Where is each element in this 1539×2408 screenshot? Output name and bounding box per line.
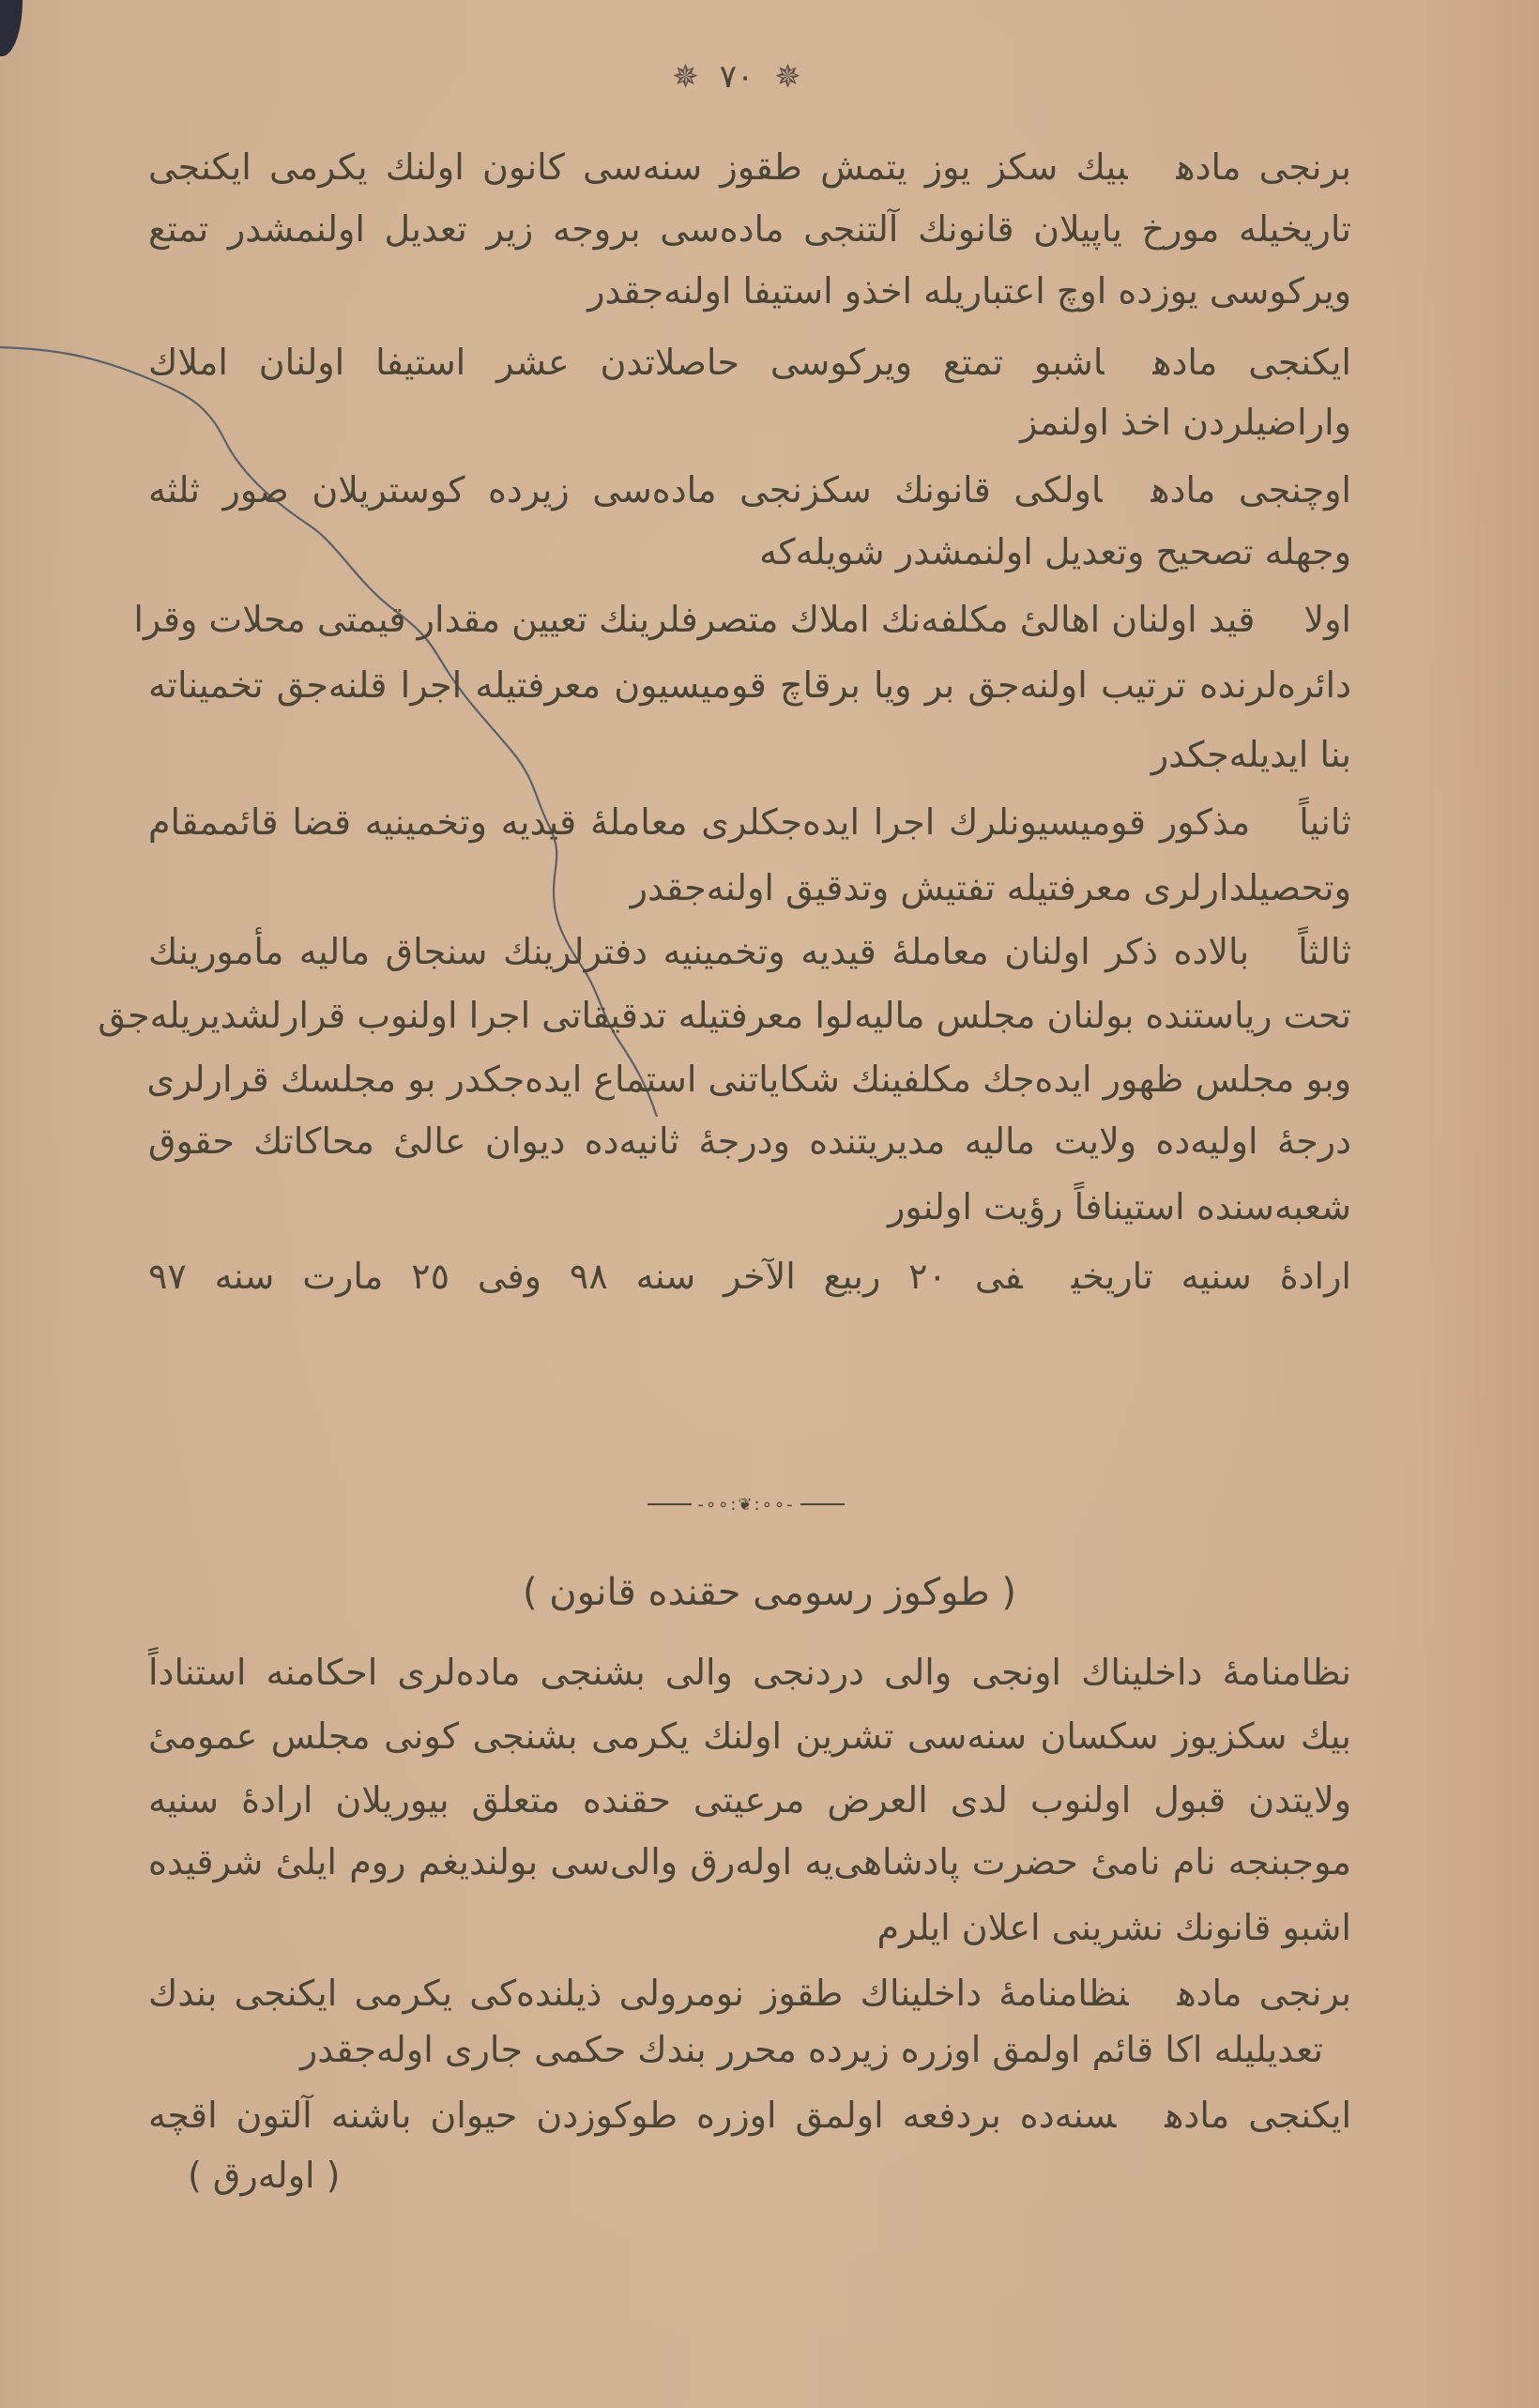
line-text: اشبو تمتع ويركوسی حاصلاتدن عشر استيفا اولنان املاك	[148, 342, 1105, 383]
page-number: ٧٠	[719, 58, 754, 96]
text-line	[148, 1113, 1351, 1169]
text-line	[148, 1708, 1351, 1764]
line-text: سنه‌ده بردفعه اولمق اوزره طوكوزدن حيوان باشنه آلتون اقچه	[148, 2095, 1117, 2136]
article-label: برنجی ماده	[1177, 1973, 1351, 2014]
line-text: تعديليله اكا قائم اولمق اوزره زيرده محرر بندك حكمی جاری اوله‌جقدر	[299, 2029, 1323, 2070]
text-line	[148, 2087, 1351, 2143]
text-line	[876, 1899, 1351, 1956]
text-line	[148, 923, 1351, 980]
line-text: ( اوله‌رق )	[188, 2155, 341, 2196]
line-text: موجبنجه نام نامیٔ حضرت پادشاهی‌يه اوله‌رق والی‌سی بولنديغم روم ايلیٔ شرقيده	[148, 1841, 1351, 1882]
line-text: درجهٔ اوليه‌ده ولايت ماليه مديريتنده ودرجهٔ ثانيه‌ده ديوان عالیٔ محاكاتك حقوق	[148, 1120, 1351, 1162]
text-line	[148, 462, 1351, 518]
text-line	[148, 1965, 1351, 2021]
line-text: قيد اولنان اهالیٔ مكلفه‌نك املاك متصرفلرينك تعيين مقدار قيمتی محلات وقرا	[133, 599, 1256, 640]
text-line	[148, 657, 1351, 713]
decree-date-label: ارادهٔ سنيه تاريخی	[1071, 1256, 1351, 1297]
article-label: برنجی ماده	[1176, 146, 1351, 188]
article-label: ايكنجی ماده	[1165, 2095, 1351, 2136]
line-text: واراضيلردن اخذ اولنمز	[1020, 402, 1351, 443]
text-line	[587, 263, 1351, 319]
article-label: ايكنجی ماده	[1152, 342, 1351, 383]
text-line	[188, 2147, 341, 2203]
line-text: اولكی قانونك سكزنجی ماده‌سی زيرده كوستريلان صور ثلثه	[148, 469, 1103, 511]
text-line	[1020, 394, 1351, 450]
line-text: وتحصيلدارلری معرفتيله تفتيش وتدقيق اولنه‌جقدر	[630, 867, 1351, 908]
line-text: نظامنامهٔ داخليناك طقوز نومرولی ذيلنده‌كی يكرمی ايكنجی بندك	[148, 1973, 1129, 2014]
ornament-left-icon: ✵	[672, 58, 699, 96]
line-text: بالاده ذكر اولنان معاملهٔ قيديه وتخمينيه دفترلرينك سنجاق ماليه مأمورينك	[148, 931, 1250, 972]
line-text: دائره‌لرنده ترتيب اولنه‌جق بر ويا برقاچ قوميسيون معرفتيله اجرا قلنه‌جق تخميناته	[148, 664, 1351, 706]
text-line	[300, 2021, 1323, 2078]
text-line	[148, 794, 1351, 850]
divider-ornament-icon: -∘∘:❦:∘∘-	[697, 1494, 795, 1515]
section-divider	[648, 1490, 845, 1518]
text-line	[148, 1834, 1351, 1890]
section-title: ( طوكوز رسومی حقنده قانون )	[522, 1571, 1017, 1614]
line-text: تحت رياستنده بولنان مجلس ماليه‌لوا معرفتيله تدقيقاتی اجرا اولنوب قرارلشديريله‌جق	[98, 995, 1351, 1036]
line-text: ويركوسی يوزده اوچ اعتباريله اخذو استيفا اولنه‌جقدر	[587, 270, 1351, 312]
line-text: بيك سكزيوز سكسان سنه‌سی تشرين اولنك يكرمی بشنجی كونی مجلس عمومیٔ	[148, 1715, 1351, 1757]
clause-label: ثالثاً	[1298, 931, 1351, 972]
decree-date-value: فی ٢٠ ربيع الآخر سنه ٩٨ وفی ٢٥ مارت سنه ٩٧	[148, 1256, 1023, 1297]
divider-rule-left	[648, 1503, 692, 1505]
divider-rule-right	[800, 1503, 845, 1505]
text-line	[148, 1051, 1351, 1107]
text-line	[98, 987, 1351, 1044]
line-text: بيك سكز يوز يتمش طقوز سنه‌سی كانون اولنك يكرمی ايكنجی	[148, 146, 1128, 188]
text-line	[148, 201, 1351, 257]
line-text: مذكور قوميسيونلرك اجرا ايده‌جكلری معاملهٔ قيديه وتخمينيه قضا قائممقام	[148, 801, 1251, 843]
text-line	[148, 1644, 1351, 1700]
text-line	[888, 1179, 1351, 1235]
text-line	[133, 591, 1351, 648]
ornament-right-icon: ✵	[774, 58, 801, 96]
article-label: اوچنجی ماده	[1150, 469, 1351, 511]
clause-label: ثانياً	[1299, 801, 1351, 843]
line-text: تاريخيله مورخ ياپيلان قانونك آلتنجی ماده‌سی بروجه زير تعديل اولنمشدر تمتع	[148, 208, 1351, 250]
binding-edge	[0, 0, 23, 56]
text-line	[759, 524, 1351, 580]
page-number-header	[657, 49, 816, 105]
line-text: شعبه‌سنده استينافاً رؤيت اولنور	[887, 1186, 1351, 1227]
line-text: وبو مجلس ظهور ايده‌جك مكلفينك شكاياتنی استماع ايده‌جكدر بو مجلسك قرارلری	[146, 1059, 1351, 1100]
clause-label: اولا	[1303, 599, 1351, 640]
line-text: اشبو قانونك نشرينی اعلان ايلرم	[876, 1907, 1351, 1948]
text-line	[148, 334, 1351, 390]
text-line	[148, 139, 1351, 195]
text-line	[631, 860, 1351, 916]
text-line	[148, 1772, 1351, 1828]
line-text: ولايتدن قبول اولنوب لدی العرض مرعيتی حقنده متعلق بيوريلان ارادهٔ سنيه	[148, 1779, 1351, 1821]
text-line	[1151, 726, 1351, 783]
decree-date-line	[148, 1248, 1351, 1304]
line-text: بنا ايديله‌جكدر	[1150, 734, 1351, 775]
line-text: وجهله تصحيح وتعديل اولنمشدر شويله‌كه	[759, 531, 1351, 572]
line-text: نظامنامهٔ داخليناك اونجی والی دردنجی والی بشنجی ماده‌لری احكامنه استناداً	[148, 1652, 1351, 1693]
